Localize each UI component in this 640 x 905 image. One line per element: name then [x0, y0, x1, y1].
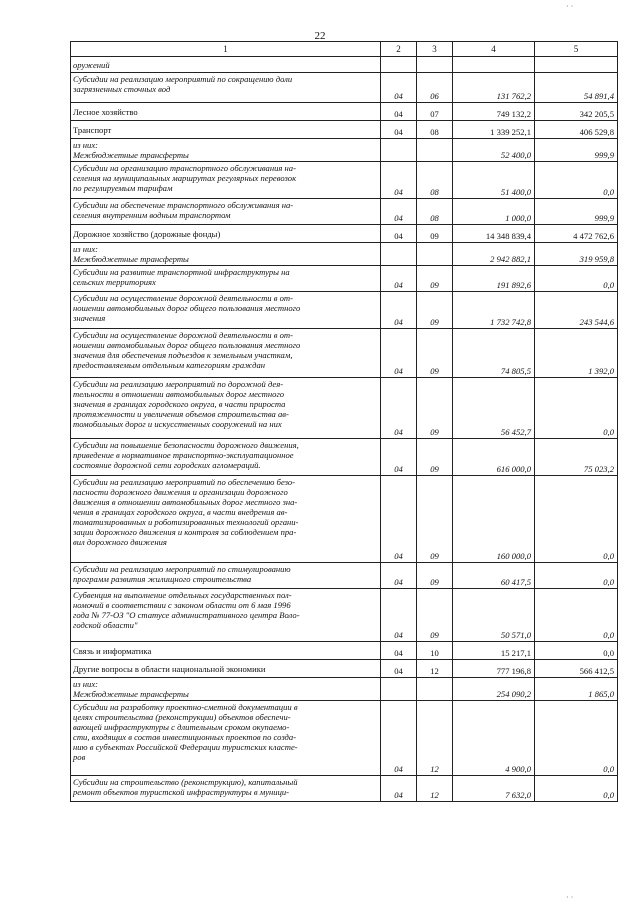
row-value-col5: 566 412,5	[535, 660, 618, 678]
row-value-col4: 131 762,2	[453, 73, 535, 103]
row-subsection-code: 09	[417, 292, 453, 329]
row-subsection-code: 08	[417, 121, 453, 139]
description-line: Субсидии на повышение безопасности дорожного движения,	[73, 440, 299, 450]
description-line: томобильных дорог и искусственных сооружений на них	[73, 419, 282, 429]
row-section-code: 04	[381, 660, 417, 678]
description-line: года № 77-ОЗ "О статусе административного центра Воло-	[73, 610, 300, 620]
row-value-col5: 0,0	[535, 378, 618, 439]
description-line: пасности дорожного движения и организации дорожного	[73, 487, 288, 497]
row-value-col5: 342 205,5	[535, 103, 618, 121]
row-section-code: 04	[381, 292, 417, 329]
row-description	[71, 162, 381, 199]
description-line: сельских территориях	[73, 277, 156, 287]
description-line: ров	[73, 752, 86, 762]
description-line: ношении автомобильных дорог общего пользования местного	[73, 340, 301, 350]
description-line: состояние дорожной сети городских агломераций.	[73, 460, 261, 470]
row-value-col4: 1 732 742,8	[453, 292, 535, 329]
description-line: целях строительства (реконструкции) объектов обеспечи-	[73, 712, 291, 722]
row-section-code: 04	[381, 329, 417, 378]
row-description	[71, 476, 381, 563]
description-line: оружений	[73, 59, 110, 70]
row-section-code: 04	[381, 589, 417, 642]
row-section-code	[381, 678, 417, 701]
description-line: номочий в соответствии с законом области от 6 мая 1996	[73, 600, 291, 610]
row-subsection-code: 10	[417, 642, 453, 660]
row-subsection-code: 12	[417, 776, 453, 802]
row-value-col5: 0,0	[535, 563, 618, 589]
row-value-col5: 0,0	[535, 701, 618, 776]
row-subsection-code: 08	[417, 199, 453, 225]
row-section-code: 04	[381, 225, 417, 243]
row-description	[71, 103, 381, 121]
page-number: 22	[314, 30, 326, 42]
table-row	[71, 642, 618, 660]
row-value-col5: 406 529,8	[535, 121, 618, 139]
row-description	[71, 660, 381, 678]
row-subsection-code: 09	[417, 225, 453, 243]
description-line: движения в отношении автомобильных дорог местного зна-	[73, 497, 298, 507]
row-section-code: 04	[381, 563, 417, 589]
description-line: из них:	[73, 244, 99, 254]
row-value-col4: 191 892,6	[453, 266, 535, 292]
description-line: годской области"	[73, 620, 138, 630]
row-value-col4: 14 348 839,4	[453, 225, 535, 243]
row-section-code: 04	[381, 776, 417, 802]
table-row	[71, 139, 618, 162]
description-line: Связь и информатика	[73, 645, 152, 656]
corner-mark-top: · ·	[566, 2, 574, 11]
row-value-col4: 51 400,0	[453, 162, 535, 199]
row-value-col5: 999,9	[535, 199, 618, 225]
description-line: значения в границах городского округа, в части прироста	[73, 399, 286, 409]
row-section-code	[381, 243, 417, 266]
row-description	[71, 563, 381, 589]
table-row	[71, 121, 618, 139]
description-line: Межбюджетные трансферты	[73, 689, 189, 699]
table-row	[71, 678, 618, 701]
row-value-col4	[453, 57, 535, 73]
description-line: вающей инфраструктуры с длительным сроком окупаемо-	[73, 722, 290, 732]
row-value-col5: 1 392,0	[535, 329, 618, 378]
table-header-row	[71, 42, 618, 57]
table-row	[71, 701, 618, 776]
description-line: нию в субъектах Российской Федерации туристских класте-	[73, 742, 298, 752]
row-value-col4: 15 217,1	[453, 642, 535, 660]
row-value-col5: 0,0	[535, 776, 618, 802]
description-line: Субсидии на осуществление дорожной деятельности в от-	[73, 330, 294, 340]
row-section-code: 04	[381, 476, 417, 563]
row-section-code	[381, 57, 417, 73]
row-value-col5: 0,0	[535, 589, 618, 642]
row-subsection-code: 09	[417, 266, 453, 292]
row-description	[71, 57, 381, 73]
row-description	[71, 439, 381, 476]
table-row	[71, 589, 618, 642]
row-subsection-code: 12	[417, 660, 453, 678]
row-value-col5: 0,0	[535, 266, 618, 292]
row-value-col5	[535, 57, 618, 73]
row-value-col4: 74 805,5	[453, 329, 535, 378]
row-section-code: 04	[381, 266, 417, 292]
table-row	[71, 476, 618, 563]
description-line: Субсидии на организацию транспортного обслуживания на-	[73, 163, 296, 173]
budget-table	[70, 41, 618, 802]
header-col-5: 5	[535, 42, 618, 57]
row-description	[71, 266, 381, 292]
row-value-col4: 1 000,0	[453, 199, 535, 225]
table-row	[71, 329, 618, 378]
row-value-col5: 1 865,0	[535, 678, 618, 701]
row-section-code: 04	[381, 701, 417, 776]
row-section-code: 04	[381, 121, 417, 139]
description-line: Лесное хозяйство	[73, 106, 138, 117]
description-line: вил дорожного движения	[73, 537, 167, 547]
row-value-col5: 243 544,6	[535, 292, 618, 329]
description-line: Субсидии на строительство (реконструкцию), капитальный	[73, 777, 298, 787]
row-description	[71, 139, 381, 162]
row-description	[71, 243, 381, 266]
description-line: селения внутренним водным транспортом	[73, 210, 231, 220]
header-col-3: 3	[417, 42, 453, 57]
description-line: томатизированных и роботизированных технологий органи-	[73, 517, 299, 527]
description-line: предоставляемым отдельным категориям граждан	[73, 360, 266, 370]
row-value-col5: 0,0	[535, 162, 618, 199]
description-line: Транспорт	[73, 124, 112, 135]
table-row	[71, 378, 618, 439]
row-value-col4: 4 900,0	[453, 701, 535, 776]
row-description	[71, 73, 381, 103]
row-subsection-code: 12	[417, 701, 453, 776]
description-line: Другие вопросы в области национальной экономики	[73, 663, 266, 674]
row-description	[71, 292, 381, 329]
row-value-col5: 4 472 762,6	[535, 225, 618, 243]
row-description	[71, 225, 381, 243]
table-row	[71, 266, 618, 292]
row-value-col5: 319 959,8	[535, 243, 618, 266]
row-description	[71, 776, 381, 802]
row-subsection-code: 07	[417, 103, 453, 121]
table-row	[71, 199, 618, 225]
row-value-col4: 56 452,7	[453, 378, 535, 439]
row-value-col5: 75 023,2	[535, 439, 618, 476]
row-subsection-code: 06	[417, 73, 453, 103]
row-value-col4: 777 196,8	[453, 660, 535, 678]
row-value-col5: 0,0	[535, 476, 618, 563]
table-row	[71, 103, 618, 121]
corner-mark-bottom: · ·	[566, 893, 574, 902]
description-line: Межбюджетные трансферты	[73, 254, 189, 264]
row-description	[71, 678, 381, 701]
row-subsection-code	[417, 57, 453, 73]
header-col-1: 1	[71, 42, 381, 57]
row-value-col4: 749 132,2	[453, 103, 535, 121]
row-value-col4: 616 000,0	[453, 439, 535, 476]
description-line: Субвенция на выполнение отдельных государственных пол-	[73, 590, 292, 600]
description-line: чения в границах городского округа, в части внедрения ав-	[73, 507, 288, 517]
description-line: приведение в нормативное транспортно-эксплуатационное	[73, 450, 294, 460]
description-line: Субсидии на реализацию мероприятий по дорожной дея-	[73, 379, 284, 389]
row-value-col4: 50 571,0	[453, 589, 535, 642]
row-section-code: 04	[381, 378, 417, 439]
description-line: Межбюджетные трансферты	[73, 150, 189, 160]
row-value-col5: 54 891,4	[535, 73, 618, 103]
row-section-code: 04	[381, 439, 417, 476]
table-row	[71, 292, 618, 329]
description-line: из них:	[73, 679, 99, 689]
row-value-col4: 7 632,0	[453, 776, 535, 802]
row-subsection-code: 09	[417, 329, 453, 378]
description-line: Дорожное хозяйство (дорожные фонды)	[73, 228, 221, 239]
table-row	[71, 73, 618, 103]
row-subsection-code: 09	[417, 563, 453, 589]
header-col-2: 2	[381, 42, 417, 57]
description-line: Субсидии на осуществление дорожной деятельности в от-	[73, 293, 294, 303]
row-subsection-code	[417, 139, 453, 162]
row-section-code: 04	[381, 73, 417, 103]
row-section-code: 04	[381, 103, 417, 121]
row-description	[71, 199, 381, 225]
description-line: Субсидии на реализацию мероприятий по обеспечению безо-	[73, 477, 296, 487]
row-subsection-code	[417, 243, 453, 266]
description-line: Субсидии на реализацию мероприятий по сокращению доли	[73, 74, 293, 84]
row-subsection-code: 09	[417, 439, 453, 476]
row-subsection-code: 09	[417, 589, 453, 642]
row-description	[71, 329, 381, 378]
row-section-code: 04	[381, 199, 417, 225]
row-subsection-code: 08	[417, 162, 453, 199]
row-value-col4: 60 417,5	[453, 563, 535, 589]
row-section-code	[381, 139, 417, 162]
table-row	[71, 162, 618, 199]
description-line: Субсидии на разработку проектно-сметной документации в	[73, 702, 298, 712]
row-value-col5: 0,0	[535, 642, 618, 660]
table-row	[71, 660, 618, 678]
row-value-col5: 999,9	[535, 139, 618, 162]
row-value-col4: 1 339 252,1	[453, 121, 535, 139]
description-line: селения на муниципальных маршрутах регулярных перевозок	[73, 173, 297, 183]
table-row	[71, 776, 618, 802]
description-line: загрязненных сточных вод	[73, 84, 171, 94]
table-row	[71, 563, 618, 589]
table-row	[71, 225, 618, 243]
table-row	[71, 243, 618, 266]
row-subsection-code: 09	[417, 378, 453, 439]
row-section-code: 04	[381, 642, 417, 660]
row-description	[71, 701, 381, 776]
description-line: тельности в отношении автомобильных дорог местного	[73, 389, 285, 399]
row-value-col4: 254 090,2	[453, 678, 535, 701]
description-line: протяженности и увеличения объемов строительства ав-	[73, 409, 289, 419]
row-description	[71, 121, 381, 139]
description-line: зации дорожного движения и контроля за соблюдением пра-	[73, 527, 297, 537]
description-line: ремонт объектов туристской инфраструктуры в муници-	[73, 787, 290, 797]
description-line: значения для обеспечения подъездов к земельным участкам,	[73, 350, 293, 360]
row-description	[71, 378, 381, 439]
description-line: из них:	[73, 140, 99, 150]
row-section-code: 04	[381, 162, 417, 199]
row-value-col4: 2 942 882,1	[453, 243, 535, 266]
table-row	[71, 57, 618, 73]
table-row	[71, 439, 618, 476]
row-value-col4: 52 400,0	[453, 139, 535, 162]
description-line: ношении автомобильных дорог общего пользования местного	[73, 303, 301, 313]
description-line: сти, входящих в состав инвестиционных проектов по созда-	[73, 732, 297, 742]
description-line: Субсидии на обеспечение транспортного обслуживания на-	[73, 200, 294, 210]
row-description	[71, 589, 381, 642]
description-line: Субсидии на развитие транспортной инфраструктуры на	[73, 267, 290, 277]
row-value-col4: 160 000,0	[453, 476, 535, 563]
description-line: программ развития жилищного строительства	[73, 574, 252, 584]
header-col-4: 4	[453, 42, 535, 57]
row-subsection-code	[417, 678, 453, 701]
description-line: Субсидии на реализацию мероприятий по стимулированию	[73, 564, 291, 574]
description-line: по регулируемым тарифам	[73, 183, 173, 193]
row-description	[71, 642, 381, 660]
row-subsection-code: 09	[417, 476, 453, 563]
description-line: значения	[73, 313, 106, 323]
